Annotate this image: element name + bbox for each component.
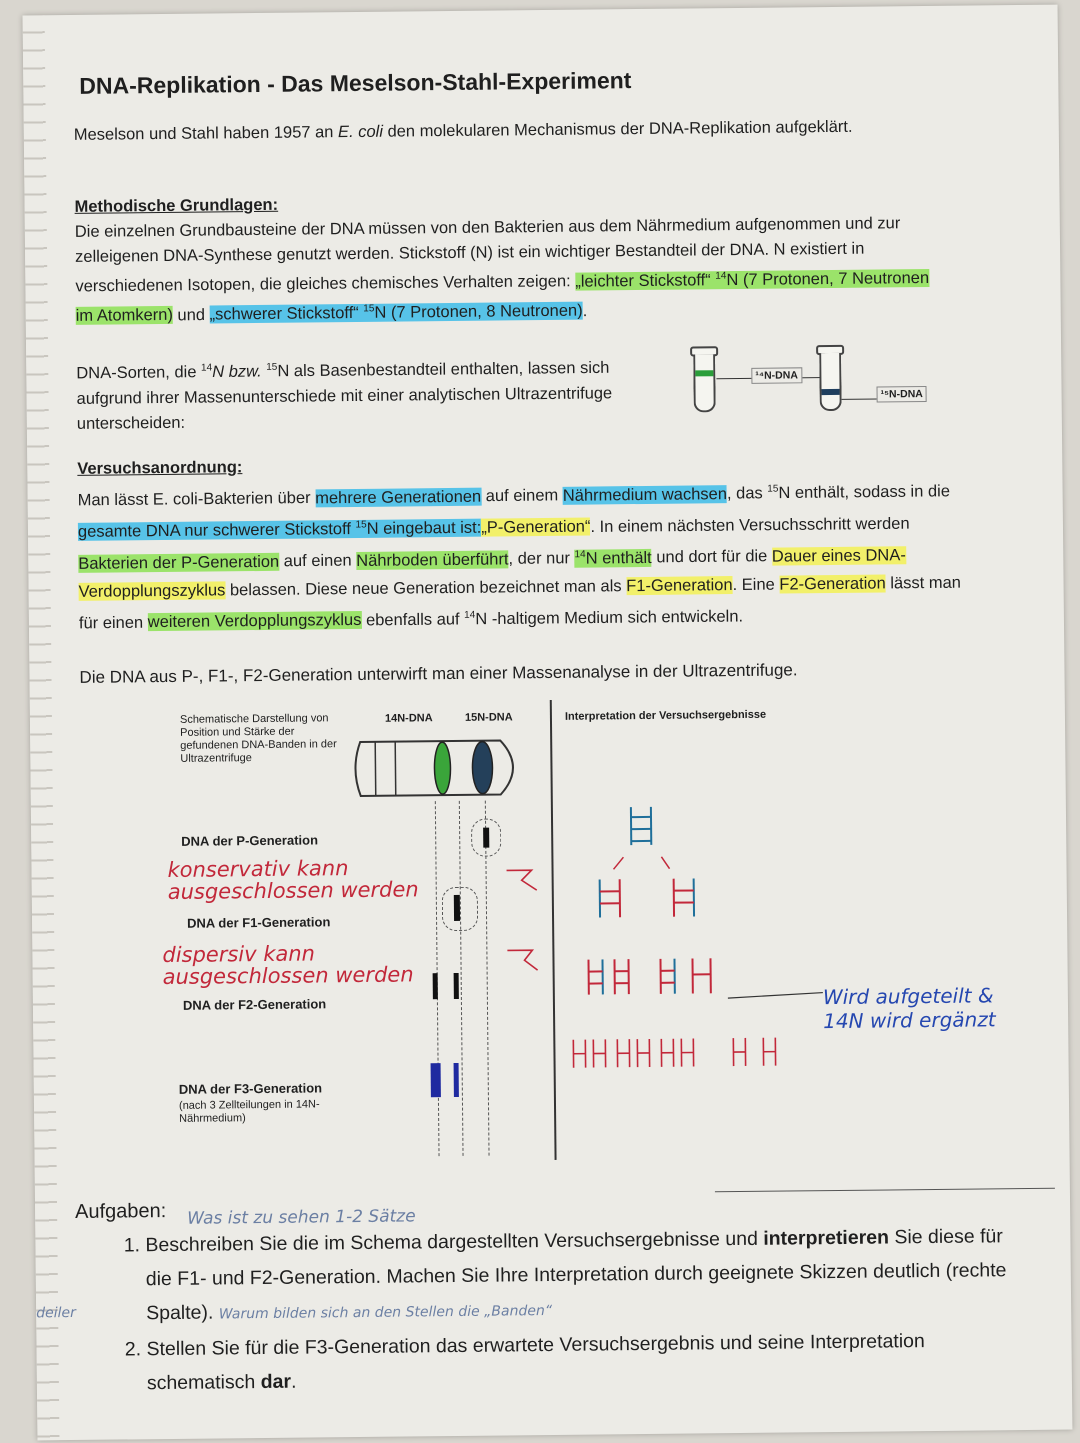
dna-ladder-sketches (561, 797, 824, 1090)
methods-paragraph: Methodische Grundlagen: Die einzelnen Grundbausteine der DNA müssen von den Bakterien aus dem Nährmedium aufgenommen und zur zelleigenen DNA-Synthese genutzt werden. Stickstoff (N) ist ein wichtiger Bestandteil der DNA. N existiert in verschiedenen Isotopen, die gleiches chemisches Verhalten zeigen: „leichter Stickstoff“ $^{14}$N (7 Protonen, 7 Neutronen im Atomkern) und „schwerer Stickstoff“ $^{15}$N (7 Protonen, 8 Neutronen). (74, 195, 930, 325)
band-marker-f1 (442, 887, 478, 931)
band-f3-hybrid (454, 1063, 459, 1097)
interpretation-heading: Interpretation der Versuchsergebnisse (564, 708, 767, 723)
analysis-sentence: Die DNA aus P-, F1-, F2-Generation unterwirft man einer Massenanalyse in der Ultrazentrifuge. (79, 660, 798, 687)
task-1: 1. Beschreiben Sie die im Schema dargestellten Versuchsergebnisse und interpretieren Sie diese für die F1- und F2-Generation. Machen Sie Ihre Interpretation durch geeignete Skizzen deutlich (rechte Spalte). Warum bilden sich an den Stellen die „Banden“ (145, 1219, 1011, 1332)
band-15n (822, 389, 840, 395)
centrifuge-paragraph: DNA-Sorten, die $^{14}$N bzw. $^{15}$N als Basenbestandteil enthalten, lassen sich aufgrund ihrer Massenunterschiede mit einer analytischen Ultrazentrifuge unterscheiden: (76, 358, 613, 433)
page-title: DNA-Replikation - Das Meselson-Stahl-Experiment (79, 67, 632, 99)
setup-heading: Versuchsanordnung: (77, 458, 243, 478)
band-p-15n (483, 828, 489, 848)
tasks-heading: Aufgaben: (74, 1200, 167, 1223)
tasks-section (75, 1185, 1012, 1401)
band-f2-hybrid (454, 973, 459, 999)
task-2: 2. Stellen Sie für die F3-Generation das erwartete Versuchsergebnis und seine Interpretation schematisch dar. (146, 1323, 1012, 1400)
label-15n-dna: ¹⁵N-DNA (876, 386, 926, 403)
intro-species: E. coli (337, 122, 384, 142)
handwriting-dispersiv: dispersiv kann ausgeschlossen werden (162, 941, 414, 990)
methods-heading: Methodische Grundlagen: (74, 195, 279, 216)
handwriting-konservativ: konservativ kann ausgeschlossen werden (167, 856, 419, 904)
schema-caption: Schematische Darstellung von Position und Stärke der gefundenen DNA-Banden in der Ultrazentrifuge (179, 712, 337, 765)
col-15n-label: 15N-DNA (464, 711, 513, 724)
col-14n-label: 14N-DNA (384, 712, 433, 725)
ultracentrifuge-cell (350, 732, 531, 804)
setup-paragraph: Versuchsanordnung: Man lässt E. coli-Bakterien über mehrere Generationen auf einem Nährmedium wachsen, das $^{15}$N enthält, sodass in die gesamte DNA nur schwerer Stickstoff $^{15}$N eingebaut ist:„P-Generation“. In einem nächsten Versuchsschritt werden Bakterien der P-Generation auf einen Nährboden überführt, der nur $^{14}$N enthält und dort für die Dauer eines DNA-Verdopplungszyklus belassen. Diese neue Generation bezeichnet man als F1-Generation. Eine F2-Generation lässt man für einen weiteren Verdopplungszyklus ebenfalls auf $^{14}$N -haltigem Medium sich entwickeln. (77, 458, 962, 632)
intro-text-post: den molekularen Mechanismus der DNA-Replikation aufgeklärt. (382, 117, 853, 141)
row-f1-generation: DNA der F1-Generation (187, 914, 331, 931)
handwriting-task-note-2: Warum bilden sich an den Stellen die „Banden“ (218, 1302, 553, 1323)
handwriting-margin: deiler (36, 1304, 76, 1322)
band-marker-p (471, 818, 501, 856)
handwriting-note-right: Wird aufgeteilt & 14N wird ergänzt (822, 983, 996, 1034)
heavy-nitrogen-highlight: „schwerer Stickstoff“ $^{15}$N (7 Protonen, 8 Neutronen) (209, 301, 583, 324)
handwriting-task-note: Was ist zu sehen 1-2 Sätze (187, 1206, 416, 1229)
row-f2-generation: DNA der F2-Generation (182, 996, 327, 1013)
light-nitrogen-highlight: „leichter Stickstoff“ $^{14}$N (7 Protonen, 7 Neutronen im Atomkern) (75, 268, 930, 325)
row-p-generation: DNA der P-Generation (181, 832, 319, 849)
worksheet-page (23, 5, 1073, 1441)
guide-line-mid (459, 801, 464, 1156)
row-f3-note: (nach 3 Zellteilungen in 14N-Nährmedium) (178, 1098, 320, 1125)
intro-paragraph (74, 114, 949, 148)
band-f2-light (433, 973, 438, 999)
tube-14n (693, 354, 716, 412)
intro-text-pre: Meselson und Stahl haben 1957 an (73, 123, 339, 144)
methods-text: Die einzelnen Grundbausteine der DNA müssen von den Bakterien aus dem Nährmedium aufgenommen und zur zelleigenen DNA-Synthese genutzt werden. Stickstoff (N) ist ein wichtiger Bestandteil der DNA. N existiert in verschiedenen Isotopen, die gleiches chemisches Verhalten zeigen: (74, 214, 901, 296)
row-f3-generation: DNA der F3-Generation (178, 1080, 323, 1097)
tube-15n (819, 353, 842, 411)
label-14n-dna: ¹⁴N-DNA (751, 367, 802, 384)
band-14n (695, 370, 713, 376)
band-f3-light (431, 1063, 441, 1097)
